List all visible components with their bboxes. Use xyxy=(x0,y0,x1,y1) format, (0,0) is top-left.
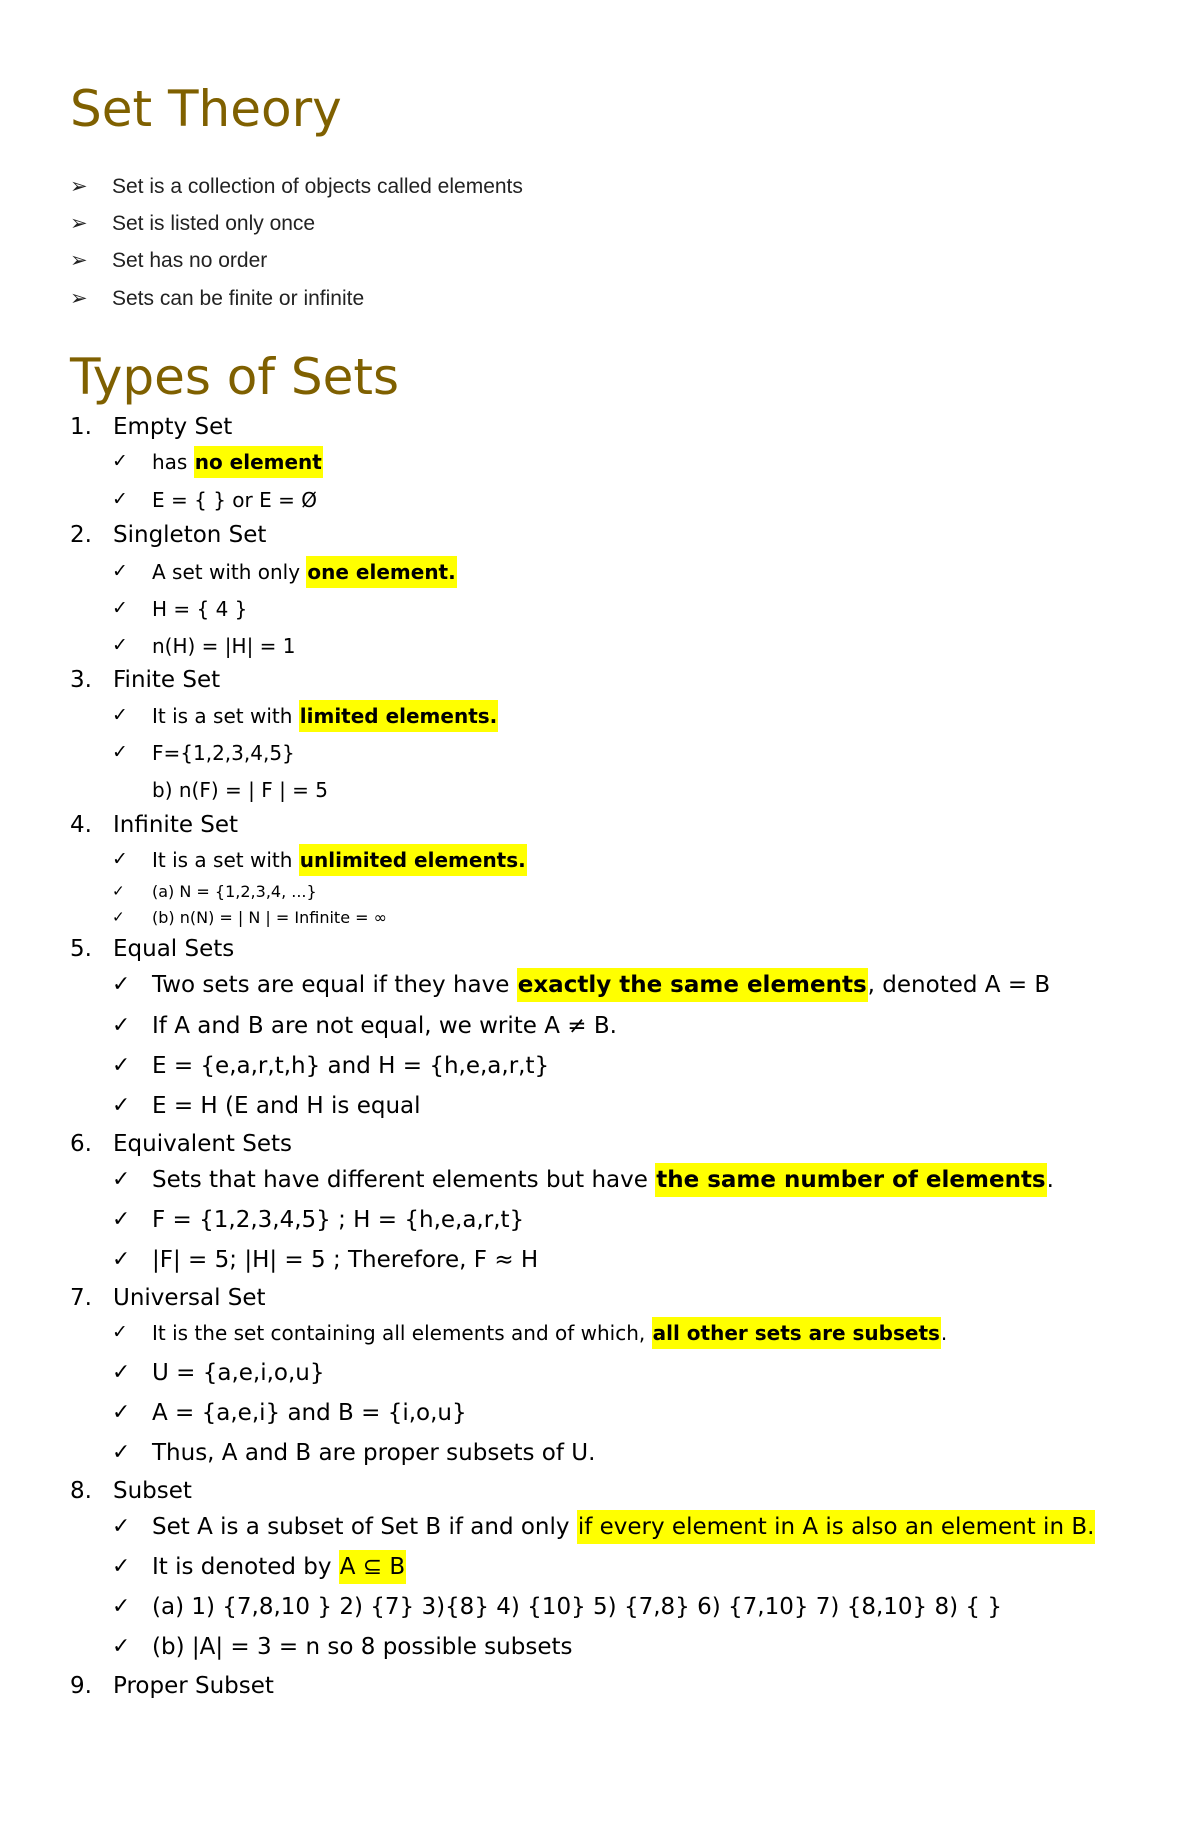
item-text: F={1,2,3,4,5} xyxy=(152,741,295,765)
section-number: 2. xyxy=(70,522,92,548)
item-text: U = {a,e,i,o,u} xyxy=(152,1360,325,1386)
highlighted-text: exactly the same elements xyxy=(517,968,868,1002)
check-icon: ✓ xyxy=(112,972,131,997)
highlighted-text: all other sets are subsets xyxy=(652,1317,941,1349)
check-icon: ✓ xyxy=(112,1634,131,1659)
item-text: E = {e,a,r,t,h} and H = {h,e,a,r,t} xyxy=(152,1053,550,1079)
section-title: Finite Set xyxy=(113,667,221,693)
item-text-suffix: . xyxy=(940,1321,948,1345)
check-icon: ✓ xyxy=(112,1440,131,1465)
section-number: 4. xyxy=(70,812,92,838)
section-title: Universal Set xyxy=(113,1285,266,1311)
check-icon: ✓ xyxy=(112,1053,131,1078)
item-text: If A and B are not equal, we write A ≠ B. xyxy=(152,1013,617,1039)
item-text: (a) 1) {7,8,10 } 2) {7} 3){8} 4) {10} 5) {7,8} 6) {7,10} 7) {8,10} 8) { } xyxy=(152,1594,1003,1620)
item-text-suffix: . xyxy=(1046,1167,1054,1193)
arrow-bullet-icon: ➢ xyxy=(70,212,88,235)
item-text: It is a set with xyxy=(152,704,299,728)
check-icon: ✓ xyxy=(112,597,128,619)
item-text: E = H (E and H is equal xyxy=(152,1093,421,1119)
section-number: 6. xyxy=(70,1131,92,1157)
highlighted-text: no element xyxy=(194,446,323,478)
section-number: 7. xyxy=(70,1285,92,1311)
arrow-bullet-icon: ➢ xyxy=(70,287,88,310)
check-icon: ✓ xyxy=(112,1247,131,1272)
check-icon: ✓ xyxy=(112,1093,131,1118)
check-icon: ✓ xyxy=(112,1321,128,1343)
item-text: Sets that have different elements but have xyxy=(152,1167,656,1193)
highlighted-text: limited elements. xyxy=(299,700,499,732)
section-title: Infinite Set xyxy=(113,812,239,838)
section-title: Equal Sets xyxy=(113,936,235,962)
item-text-suffix: , denoted A = B xyxy=(867,972,1051,998)
check-icon: ✓ xyxy=(112,1207,131,1232)
section-title: Subset xyxy=(113,1478,192,1504)
check-icon: ✓ xyxy=(112,848,128,870)
item-text: (a) N = {1,2,3,4, ...} xyxy=(152,882,317,901)
arrow-bullet-icon: ➢ xyxy=(70,175,88,198)
highlighted-text: unlimited elements. xyxy=(299,844,527,876)
item-text: A = {a,e,i} and B = {i,o,u} xyxy=(152,1400,467,1426)
check-icon: ✓ xyxy=(112,450,128,472)
check-icon: ✓ xyxy=(112,741,128,763)
check-icon: ✓ xyxy=(112,1167,131,1192)
item-text: Set A is a subset of Set B if and only xyxy=(152,1514,577,1540)
item-text: b) n(F) = | F | = 5 xyxy=(152,778,329,802)
section-number: 1. xyxy=(70,414,92,440)
check-icon: ✓ xyxy=(112,488,128,510)
section-number: 9. xyxy=(70,1673,92,1699)
item-text: Thus, A and B are proper subsets of U. xyxy=(152,1440,596,1466)
item-text: (b) n(N) = | N | = Infinite = ∞ xyxy=(152,908,387,927)
check-icon: ✓ xyxy=(112,1514,131,1539)
item-text: Two sets are equal if they have xyxy=(152,972,517,998)
check-icon: ✓ xyxy=(112,1400,131,1425)
item-text: n(H) = |H| = 1 xyxy=(152,634,296,658)
section-title: Singleton Set xyxy=(113,522,267,548)
section-title: Proper Subset xyxy=(113,1673,274,1699)
highlighted-text: the same number of elements xyxy=(655,1163,1046,1197)
section-number: 3. xyxy=(70,667,92,693)
check-icon: ✓ xyxy=(112,634,128,656)
check-icon: ✓ xyxy=(112,560,128,582)
check-icon: ✓ xyxy=(112,1554,131,1579)
arrow-bullet-icon: ➢ xyxy=(70,249,88,272)
item-text: It is denoted by xyxy=(152,1554,339,1580)
check-icon: ✓ xyxy=(112,908,125,926)
check-icon: ✓ xyxy=(112,704,128,726)
item-text: H = { 4 } xyxy=(152,597,248,621)
section-number: 8. xyxy=(70,1478,92,1504)
item-text: F = {1,2,3,4,5} ; H = {h,e,a,r,t} xyxy=(152,1207,525,1233)
item-text: E = { } or E = Ø xyxy=(152,488,317,512)
check-icon: ✓ xyxy=(112,1013,131,1038)
item-text: (b) |A| = 3 = n so 8 possible subsets xyxy=(152,1634,573,1660)
section-title: Empty Set xyxy=(113,414,233,440)
check-icon: ✓ xyxy=(112,1594,131,1619)
item-text: It is a set with xyxy=(152,848,299,872)
highlighted-text: A ⊆ B xyxy=(339,1550,406,1584)
bullet-text: Set is listed only once xyxy=(112,212,316,235)
check-icon: ✓ xyxy=(112,882,125,900)
check-icon: ✓ xyxy=(112,1360,131,1385)
highlighted-text: one element. xyxy=(306,556,456,588)
bullet-text: Set has no order xyxy=(112,249,268,272)
bullet-text: Sets can be finite or infinite xyxy=(112,287,365,310)
item-text: It is the set containing all elements and of which, xyxy=(152,1321,652,1345)
item-text: has xyxy=(152,450,194,474)
highlighted-text: if every element in A is also an element in B. xyxy=(577,1510,1096,1544)
item-text: |F| = 5; |H| = 5 ; Therefore, F ≈ H xyxy=(152,1247,539,1273)
title-types-of-sets: Types of Sets xyxy=(70,348,400,406)
bullet-text: Set is a collection of objects called elements xyxy=(112,175,523,198)
item-text: A set with only xyxy=(152,560,307,584)
section-number: 5. xyxy=(70,936,92,962)
title-set-theory: Set Theory xyxy=(70,80,342,138)
section-title: Equivalent Sets xyxy=(113,1131,293,1157)
